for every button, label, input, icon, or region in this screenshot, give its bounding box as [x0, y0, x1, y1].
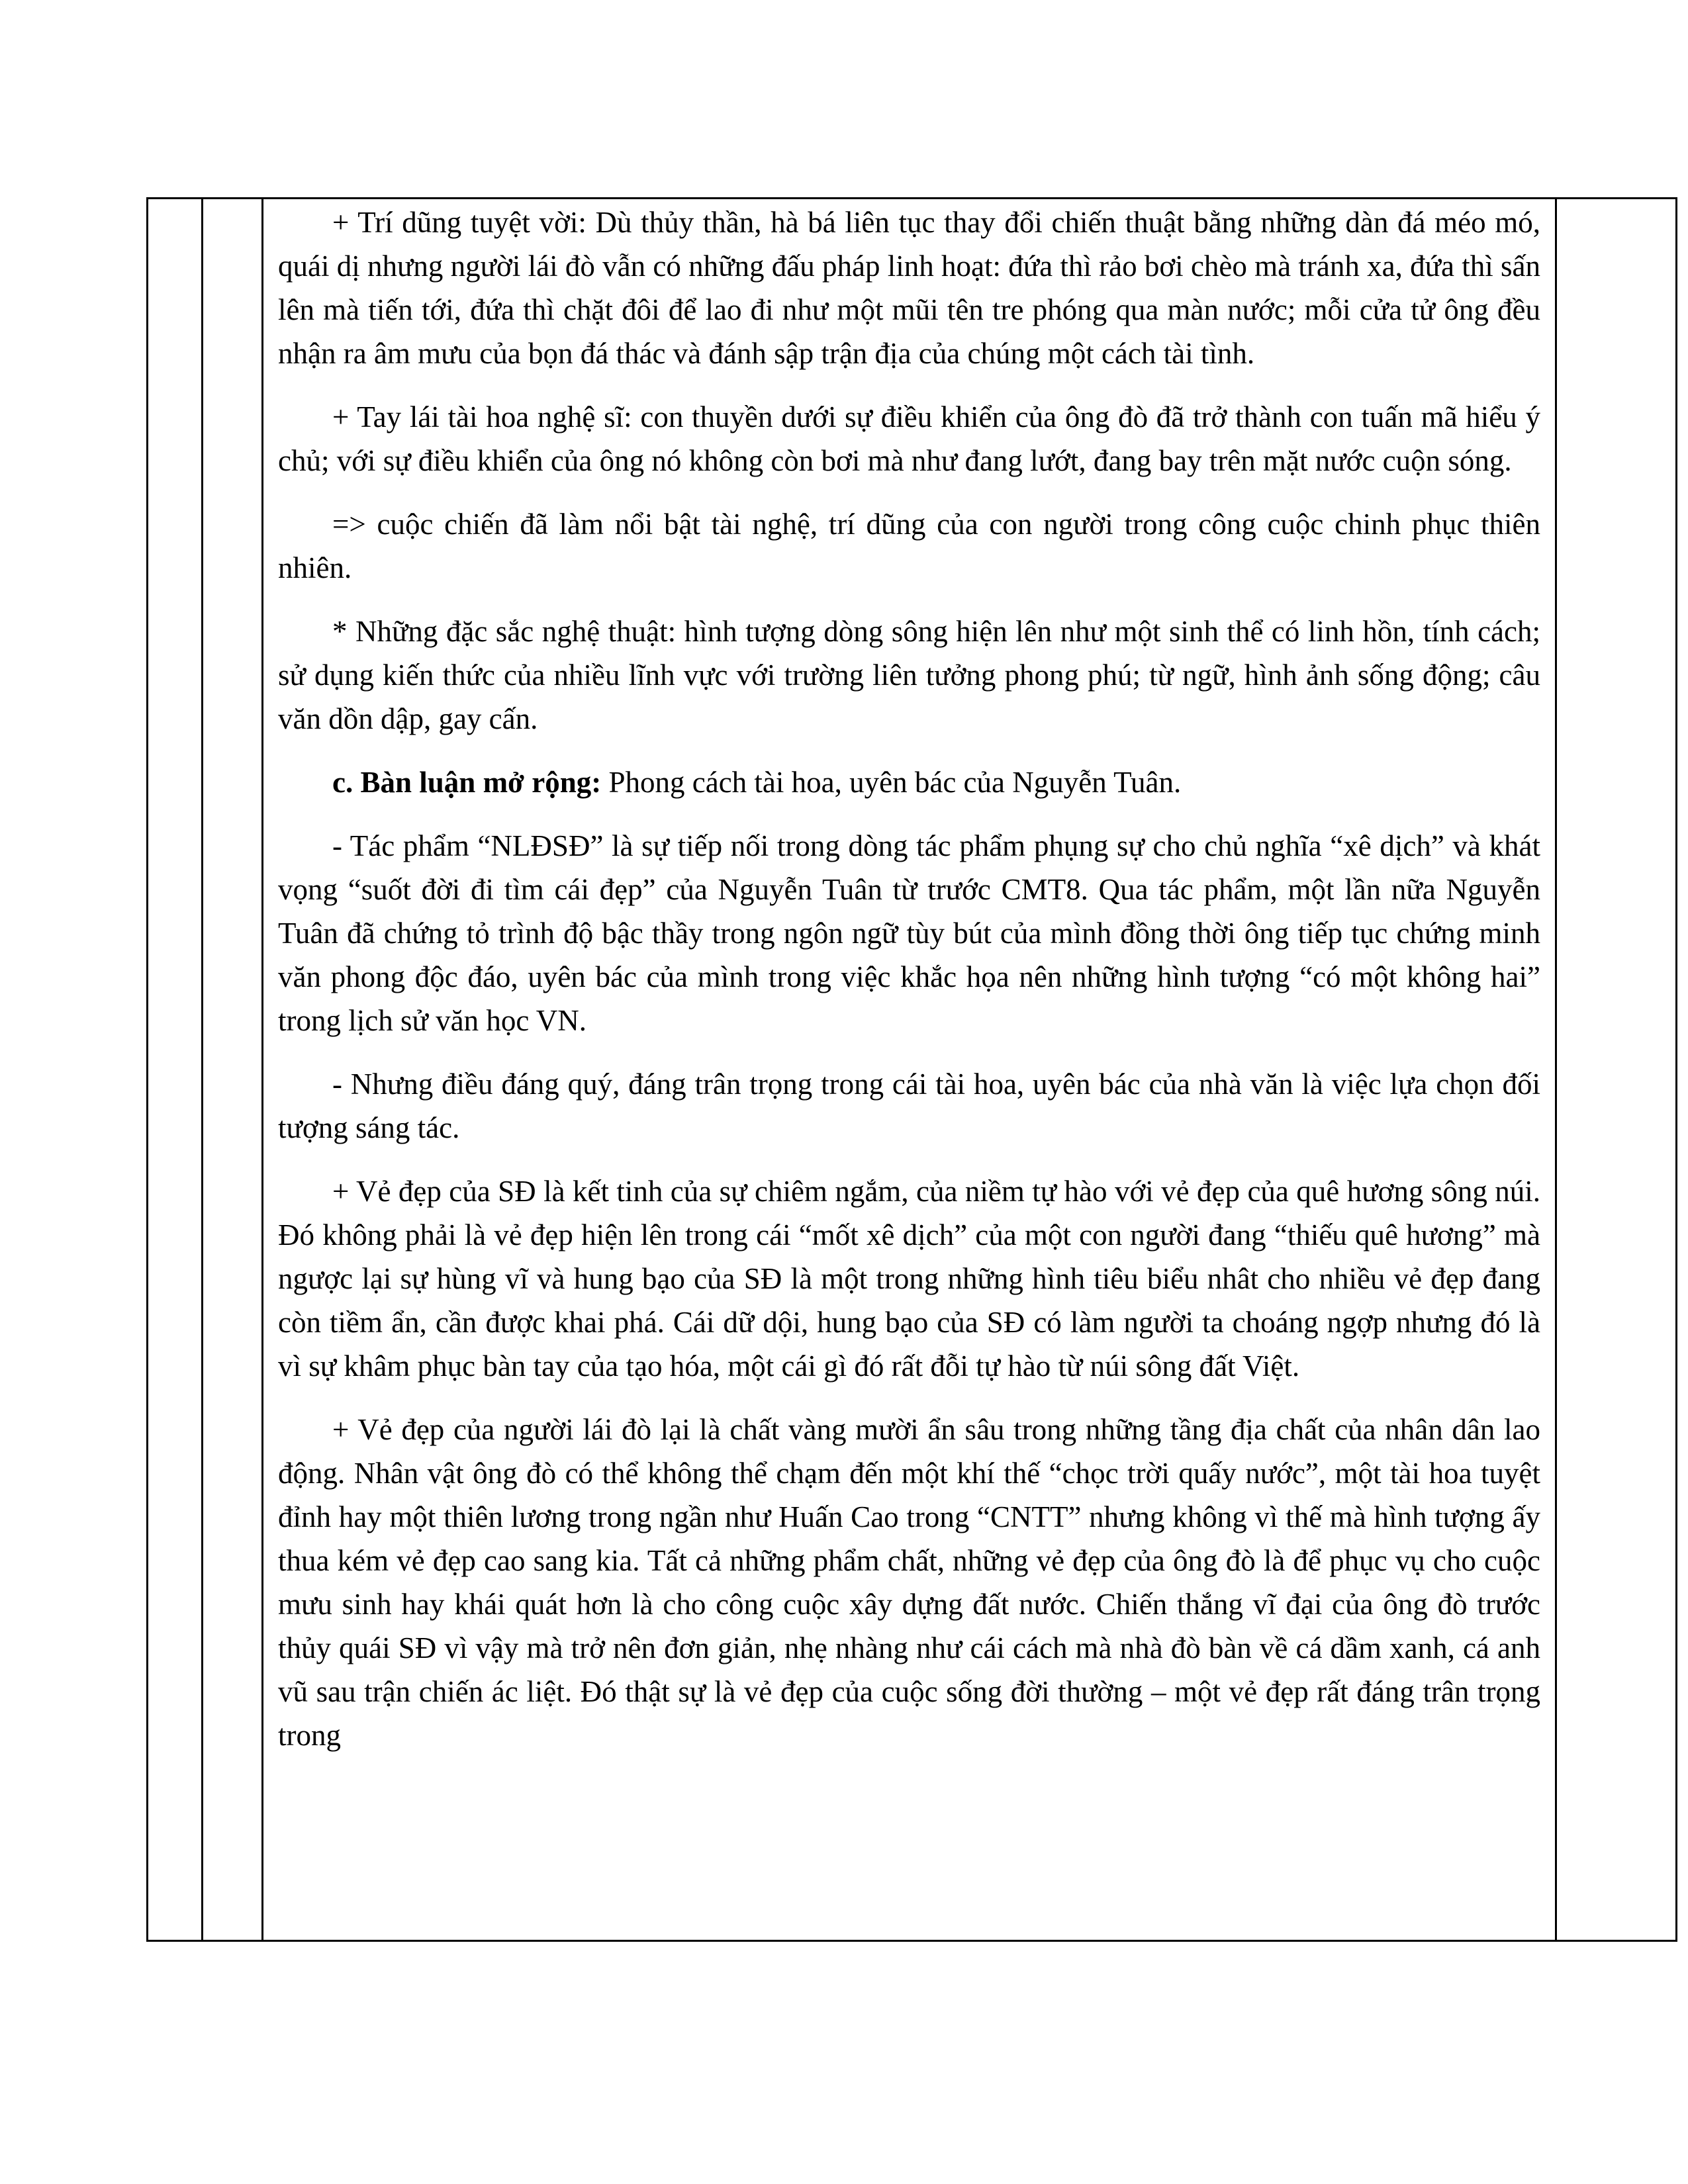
right-column [1556, 199, 1677, 1941]
paragraph-tay-lai: + Tay lái tài hoa nghệ sĩ: con thuyền dưới sự điều khiển của ông đò đã trở thành con tuấn mã hiểu ý chủ; với sự điều khiển của ông nó không còn bơi mà như đang lướt, đang bay trên mặt nước cuộn sóng. [278, 400, 1540, 477]
table-row [148, 199, 1677, 1941]
document-body [278, 199, 1540, 1940]
paragraph-ve-dep-sd: + Vẻ đẹp của SĐ là kết tinh của sự chiêm ngắm, của niềm tự hào với vẻ đẹp của quê hương sông núi. Đó không phải là vẻ đẹp hiện lên trong cái “mốt xê dịch” của một con người đang “thiếu quê hương” mà ngược lại sự hùng vĩ và hung bạo của SĐ là một trong những hình tiêu biểu nhât cho nhiều vẻ đẹp đang còn tiềm ẩn, cần được khai phá. Cái dữ dội, hung bạo của SĐ có làm người ta choáng ngợp nhưng đó là vì sự khâm phục bàn tay của tạo hóa, một cái gì đó rất đỗi tự hào từ núi sông đất Việt. [278, 1175, 1540, 1383]
main-content-cell [263, 199, 1556, 1941]
paragraph-nghe-thuat: * Những đặc sắc nghệ thuật: hình tượng dòng sông hiện lên như một sinh thể có linh hồn, tính cách; sử dụng kiến thức của nhiều lĩnh vực với trường liên tưởng phong phú; từ ngữ, hình ảnh sống động; câu văn dồn dập, gay cấn. [278, 615, 1540, 735]
narrow-column-1 [148, 199, 203, 1941]
section-heading: c. Bàn luận mở rộng: [332, 766, 602, 799]
paragraph-cuoc-chien: => cuộc chiến đã làm nổi bật tài nghệ, trí dũng của con người trong công cuộc chinh phục thiên nhiên. [278, 508, 1540, 584]
paragraph-ve-dep-lai-do: + Vẻ đẹp của người lái đò lại là chất vàng mười ẩn sâu trong những tầng địa chất của nhân dân lao động. Nhân vật ông đò có thể không thể chạm đến một khí thế “chọc trời quấy nước”, một tài hoa tuyệt đỉnh hay một thiên lương trong ngần như Huấn Cao trong “CNTT” nhưng không vì thế mà hình tượng ấy thua kém vẻ đẹp cao sang kia. Tất cả những phẩm chất, những vẻ đẹp của ông đò là để phục vụ cho cuộc mưu sinh hay khái quát hơn là cho công cuộc xây dựng đất nước. Chiến thắng vĩ đại của ông đò trước thủy quái SĐ vì vậy mà trở nên đơn giản, nhẹ nhàng như cái cách mà nhà đò bàn về cá dầm xanh, cá anh vũ sau trận chiến ác liệt. Đó thật sự là vẻ đẹp của cuộc sống đời thường – một vẻ đẹp rất đáng trân trọng trong [278, 1413, 1540, 1752]
section-heading-text: Phong cách tài hoa, uyên bác của Nguyễn Tuân. [601, 766, 1182, 799]
paragraph-ban-luan [278, 760, 1540, 804]
paragraph-tri-dung: + Trí dũng tuyệt vời: Dù thủy thần, hà bá liên tục thay đổi chiến thuật bằng những dàn đá méo mó, quái dị nhưng người lái đò vẫn có những đấu pháp linh hoạt: đứa thì rảo bơi chèo mà tránh xa, đứa thì sấn lên mà tiến tới, đứa thì chặt đôi để lao đi như một mũi tên tre phóng qua màn nước; mỗi cửa tử ông đều nhận ra âm mưu của bọn đá thác và đánh sập trận địa của chúng một cách tài tình. [278, 206, 1540, 370]
paragraph-tac-pham: - Tác phẩm “NLĐSĐ” là sự tiếp nối trong dòng tác phẩm phụng sự cho chủ nghĩa “xê dịch” và khát vọng “suốt đời đi tìm cái đẹp” của Nguyễn Tuân từ trước CMT8. Qua tác phẩm, một lần nữa Nguyễn Tuân đã chứng tỏ trình độ bậc thầy trong ngôn ngữ tùy bút của mình đồng thời ông tiếp tục chứng minh văn phong độc đáo, uyên bác của mình trong việc khắc họa nên những hình tượng “có một không hai” trong lịch sử văn học VN. [278, 829, 1540, 1037]
content-table [146, 197, 1677, 1942]
paragraph-dang-quy: - Nhưng điều đáng quý, đáng trân trọng trong cái tài hoa, uyên bác của nhà văn là việc lựa chọn đối tượng sáng tác. [278, 1068, 1540, 1144]
narrow-column-2 [203, 199, 263, 1941]
